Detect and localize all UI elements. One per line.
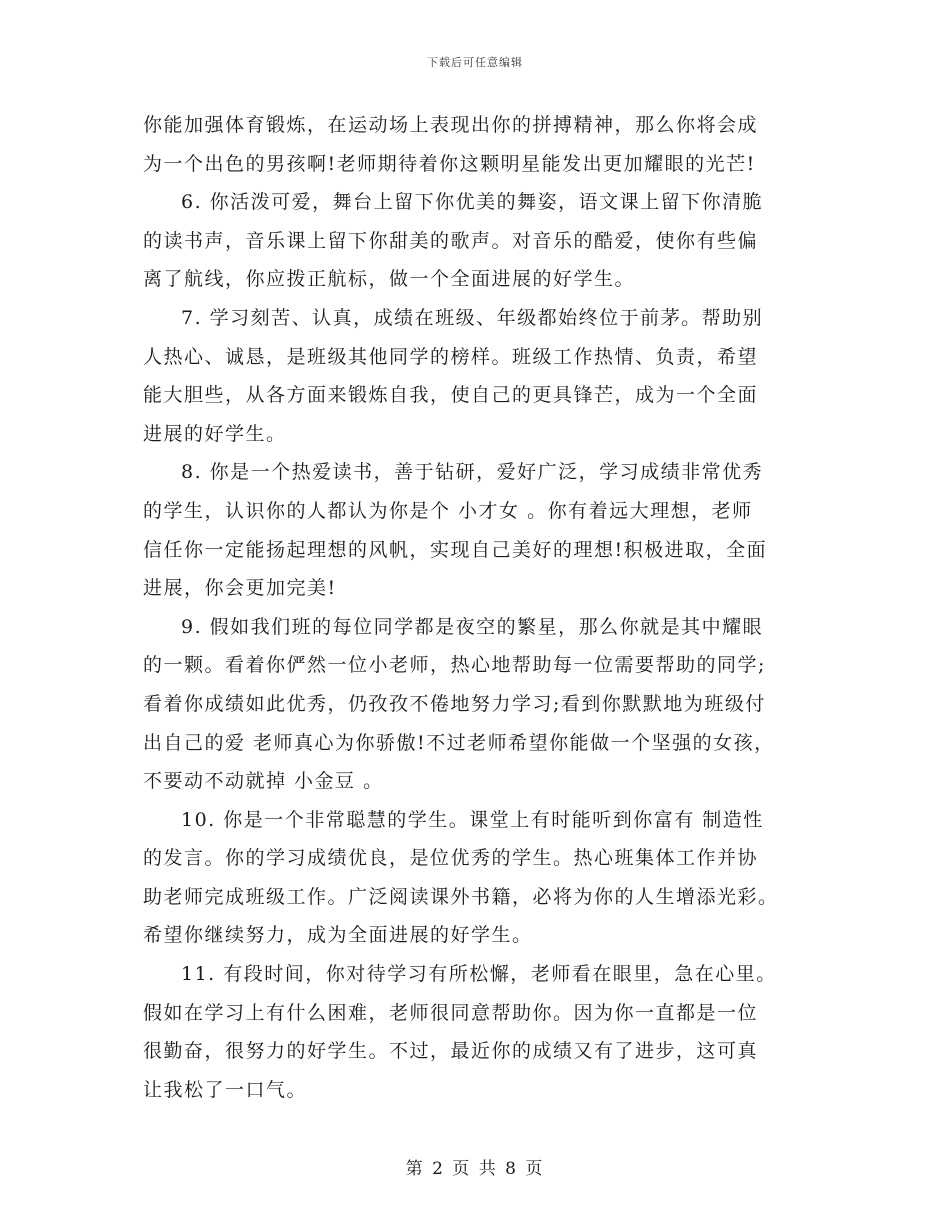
text-line: 的发言。你的学习成绩优良，是位优秀的学生。热心班集体工作并协: [143, 847, 759, 870]
text-line: 助老师完成班级工作。广泛阅读课外书籍，必将为你的人生增添光彩。: [143, 885, 779, 908]
text-line: 假如在学习上有什么困难，老师很同意帮助你。因为你一直都是一位: [143, 1001, 759, 1024]
text-line: 不要动不动就掉 小金豆 。: [143, 770, 384, 793]
text-line: 9. 假如我们班的每位同学都是夜空的繁星，那么你就是其中耀眼: [181, 615, 764, 638]
text-line: 10. 你是一个非常聪慧的学生。课堂上有时能听到你富有 制造性: [181, 808, 764, 831]
text-line: 能大胆些，从各方面来锻炼自我，使自己的更具锋芒，成为一个全面: [143, 384, 759, 407]
text-line: 11. 有段时间，你对待学习有所松懈，老师看在眼里，急在心里。: [181, 963, 777, 986]
document-body: [143, 106, 808, 1109]
text-line: 进展，你会更加完美!: [143, 577, 337, 600]
text-line: 为一个出色的男孩啊!老师期待着你这颗明星能发出更加耀眼的光芒!: [143, 152, 756, 175]
text-line: 的读书声，音乐课上留下你甜美的歌声。对音乐的酷爱，使你有些偏: [143, 229, 759, 252]
text-line: 信任你一定能扬起理想的风帆，实现自己美好的理想!积极进取，全面: [143, 538, 768, 561]
text-line: 8. 你是一个热爱读书，善于钻研，爱好广泛，学习成绩非常优秀: [181, 461, 764, 484]
text-line: 出自己的爱 老师真心为你骄傲!不过老师希望你能做一个坚强的女孩，: [143, 731, 775, 754]
text-line: 人热心、诚恳，是班级其他同学的榜样。班级工作热情、负责，希望: [143, 345, 759, 368]
text-line: 你能加强体育锻炼，在运动场上表现出你的拼搏精神，那么你将会成: [143, 114, 759, 136]
text-line: 7. 学习刻苦、认真，成绩在班级、年级都始终位于前茅。帮助别: [181, 306, 764, 329]
text-line: 的学生，认识你的人都认为你是个 小才女 。你有着远大理想，老师: [143, 499, 753, 522]
text-line: 很勤奋，很努力的好学生。不过，最近你的成绩又有了进步，这可真: [143, 1040, 759, 1063]
text-line: 进展的好学生。: [143, 422, 287, 445]
page-header: 下载后可任意编辑: [427, 56, 523, 69]
text-line: 让我松了一口气。: [143, 1078, 308, 1101]
text-line: 看着你成绩如此优秀，仍孜孜不倦地努力学习;看到你默默地为班级付: [143, 692, 766, 715]
text-line: 希望你继续努力，成为全面进展的好学生。: [143, 924, 533, 947]
text-line: 6. 你活泼可爱，舞台上留下你优美的舞姿，语文课上留下你清脆: [181, 191, 764, 214]
page-footer: 第 2 页 共 8 页: [405, 1159, 545, 1179]
text-line: 的一颗。看着你俨然一位小老师，热心地帮助每一位需要帮助的同学;: [143, 654, 766, 677]
text-line: 离了航线，你应拨正航标，做一个全面进展的好学生。: [143, 268, 636, 291]
